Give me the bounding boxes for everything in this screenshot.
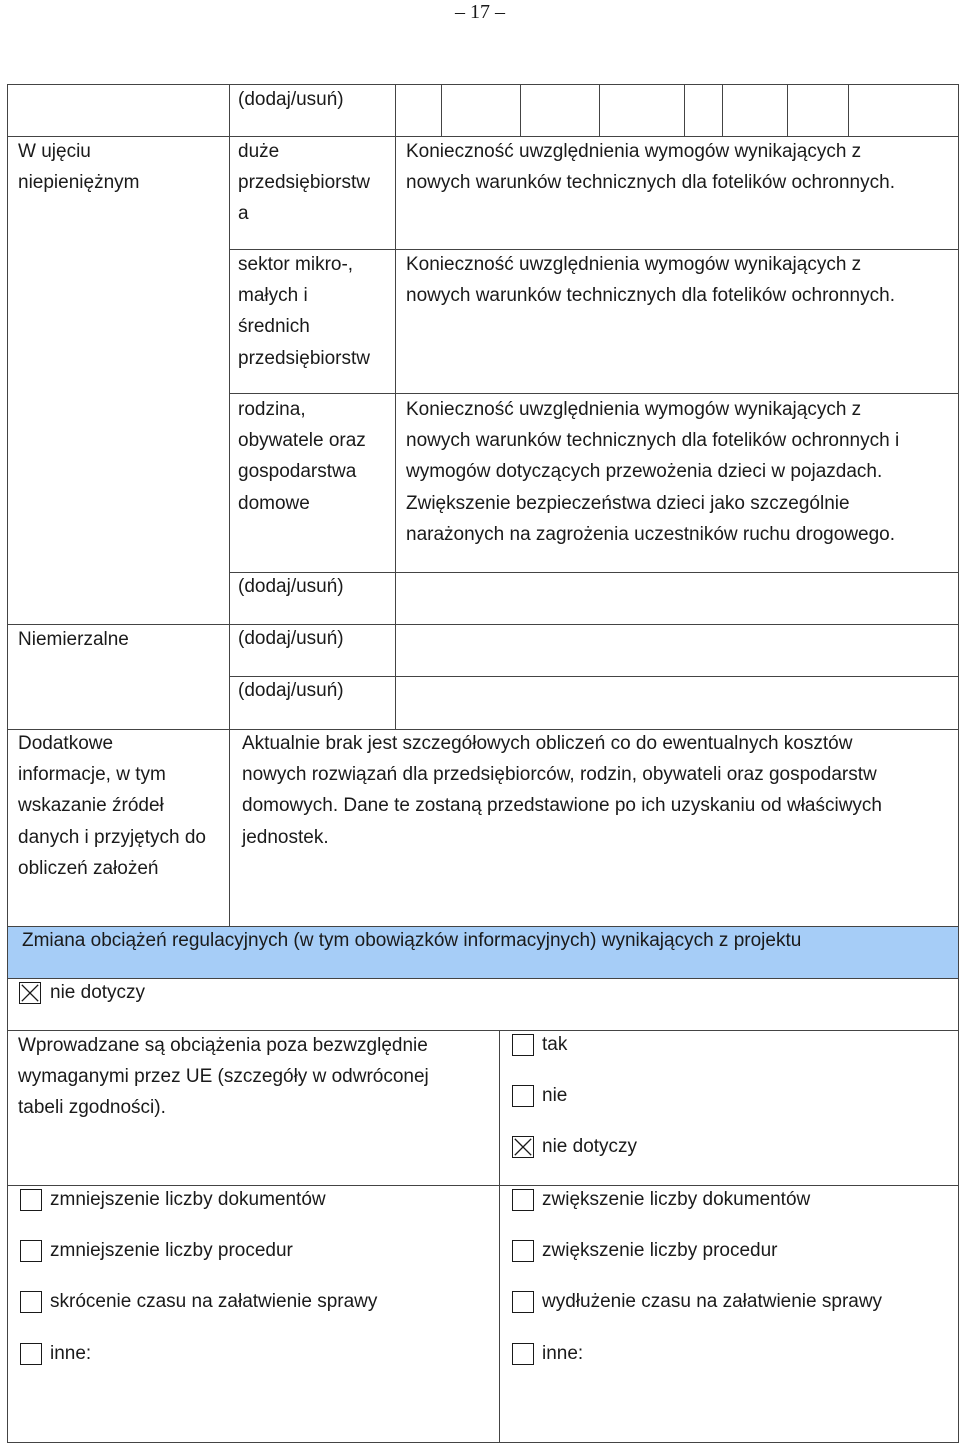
checkbox-label: inne:	[50, 1343, 92, 1364]
impact-description: Konieczność uwzględnienia wymogów wynikających z nowych warunków technicznych dla fotelików ochronnych i wymogów dotyczących przewożenia dzieci w pojazdach. Zwiększenie bezpieczeństwa dzieci jako szczególnie narażonych na zagrożenia uczestników ruchu drogowego.	[406, 399, 900, 545]
other-increase-checkbox[interactable]	[512, 1343, 534, 1365]
other-decrease-checkbox[interactable]	[20, 1343, 42, 1365]
impact-description: Konieczność uwzględnienia wymogów wynikających z nowych warunków technicznych dla fotelików ochronnych.	[406, 141, 895, 194]
table-cell	[7, 978, 959, 1031]
nonmonetary-label: W ujęciu niepieniężnym	[18, 141, 140, 194]
table-cell	[499, 1030, 959, 1186]
checkbox-label: zwiększenie liczby dokumentów	[542, 1189, 811, 1210]
table-cell	[599, 84, 685, 137]
checkbox-label: inne:	[542, 1343, 584, 1364]
table-cell	[395, 624, 959, 677]
checkbox-label: wydłużenie czasu na załatwienie sprawy	[542, 1291, 883, 1312]
table-cell	[499, 1185, 959, 1443]
answer-no-checkbox[interactable]	[512, 1085, 534, 1107]
checkmark-x-icon	[20, 983, 40, 1003]
table-cell	[7, 136, 230, 625]
additional-info-label: Dodatkowe informacje, w tym wskazanie źródeł danych i przyjętych do obliczeń założeń	[18, 733, 206, 879]
unmeasurable-label: Niemierzalne	[18, 629, 129, 650]
increase-documents-checkbox[interactable]	[512, 1189, 534, 1211]
table-cell	[787, 84, 849, 137]
checkbox-label: nie dotyczy	[542, 1136, 638, 1157]
checkbox-label: tak	[542, 1034, 568, 1055]
subject-sme: sektor mikro-, małych i średnich przedsiębiorstw	[238, 254, 370, 369]
table-cell	[7, 1185, 500, 1443]
add-remove-label: (dodaj/usuń)	[238, 680, 344, 701]
add-remove-label: (dodaj/usuń)	[238, 89, 344, 110]
ue-burden-question: Wprowadzane są obciążenia poza bezwzględnie wymaganymi przez UE (szczegóły w odwróconej tabeli zgodności).	[18, 1035, 429, 1119]
reduce-procedures-checkbox[interactable]	[20, 1240, 42, 1262]
extend-time-checkbox[interactable]	[512, 1291, 534, 1313]
shorten-time-checkbox[interactable]	[20, 1291, 42, 1313]
subject-large-enterprises: duże przedsiębiorstw a	[238, 141, 370, 225]
table-cell	[520, 84, 600, 137]
checkbox-label: zmniejszenie liczby procedur	[50, 1240, 293, 1261]
table-cell	[684, 84, 723, 137]
reduce-documents-checkbox[interactable]	[20, 1189, 42, 1211]
checkmark-x-icon	[513, 1137, 533, 1157]
table-cell	[848, 84, 959, 137]
not-applicable-checkbox[interactable]	[19, 982, 41, 1004]
table-cell	[395, 84, 442, 137]
table-cell	[395, 676, 959, 730]
checkbox-label: zmniejszenie liczby dokumentów	[50, 1189, 326, 1210]
increase-procedures-checkbox[interactable]	[512, 1240, 534, 1262]
checkbox-label: nie dotyczy	[50, 982, 146, 1003]
checkbox-label: skrócenie czasu na załatwienie sprawy	[50, 1291, 378, 1312]
table-cell	[722, 84, 788, 137]
checkbox-label: zwiększenie liczby procedur	[542, 1240, 778, 1261]
add-remove-label: (dodaj/usuń)	[238, 576, 344, 597]
table-cell	[441, 84, 521, 137]
additional-info-text: Aktualnie brak jest szczegółowych obliczeń co do ewentualnych kosztów nowych rozwiązań dla przedsiębiorców, rodzin, obywateli oraz gospodarstw domowych. Dane te zostaną przedstawione po ich uzyskaniu od właściwych jednostek.	[242, 733, 882, 848]
answer-yes-checkbox[interactable]	[512, 1034, 534, 1056]
section-title: Zmiana obciążeń regulacyjnych (w tym obowiązków informacyjnych) wynikających z projektu	[22, 930, 802, 951]
subject-households: rodzina, obywatele oraz gospodarstwa domowe	[238, 399, 366, 514]
impact-description: Konieczność uwzględnienia wymogów wynikających z nowych warunków technicznych dla fotelików ochronnych.	[406, 254, 895, 307]
add-remove-label: (dodaj/usuń)	[238, 628, 344, 649]
page-number: – 17 –	[455, 1, 505, 23]
table-cell	[395, 572, 959, 625]
checkbox-label: nie	[542, 1085, 568, 1106]
answer-not-applicable-checkbox[interactable]	[512, 1136, 534, 1158]
table-cell	[7, 84, 230, 137]
